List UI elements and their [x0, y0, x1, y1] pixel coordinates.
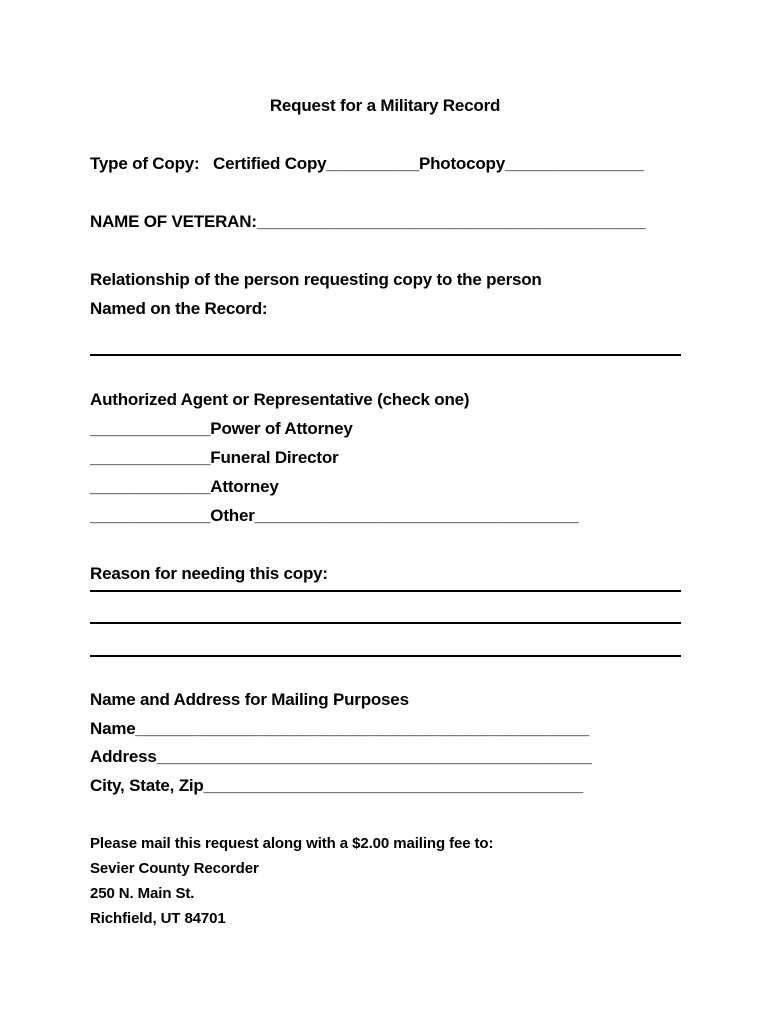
agent-option-other[interactable]: _____________Other___________________________________: [90, 506, 579, 525]
relationship-label-line2: Named on the Record:: [90, 299, 268, 318]
type-of-copy-line[interactable]: Type of Copy: Certified Copy__________Photocopy_______________: [90, 154, 644, 173]
reason-answer-line-3[interactable]: [90, 655, 681, 657]
mailing-city-state-zip-line[interactable]: City, State, Zip_________________________________________: [90, 776, 584, 795]
agent-option-power-of-attorney[interactable]: _____________Power of Attorney: [90, 419, 353, 438]
relationship-label-line1: Relationship of the person requesting copy to the person: [90, 270, 542, 289]
recorder-street: 250 N. Main St.: [90, 885, 195, 902]
agent-option-funeral-director[interactable]: _____________Funeral Director: [90, 448, 339, 467]
reason-label: Reason for needing this copy:: [90, 564, 328, 583]
mailing-name-line[interactable]: Name_________________________________________________: [90, 719, 589, 738]
agent-option-attorney[interactable]: _____________Attorney: [90, 477, 279, 496]
mail-instruction: Please mail this request along with a $2.00 mailing fee to:: [90, 835, 494, 852]
form-title: Request for a Military Record: [269, 96, 501, 115]
agent-heading: Authorized Agent or Representative (check one): [90, 390, 470, 409]
relationship-answer-line[interactable]: [90, 354, 681, 356]
reason-answer-line-2[interactable]: [90, 622, 681, 624]
name-of-veteran-line[interactable]: NAME OF VETERAN:__________________________________________: [90, 212, 646, 231]
mailing-address-line[interactable]: Address_______________________________________________: [90, 747, 592, 766]
recorder-city: Richfield, UT 84701: [90, 910, 226, 927]
recorder-name: Sevier County Recorder: [90, 860, 259, 877]
reason-answer-line-1[interactable]: [90, 590, 681, 592]
mailing-heading: Name and Address for Mailing Purposes: [90, 690, 409, 709]
